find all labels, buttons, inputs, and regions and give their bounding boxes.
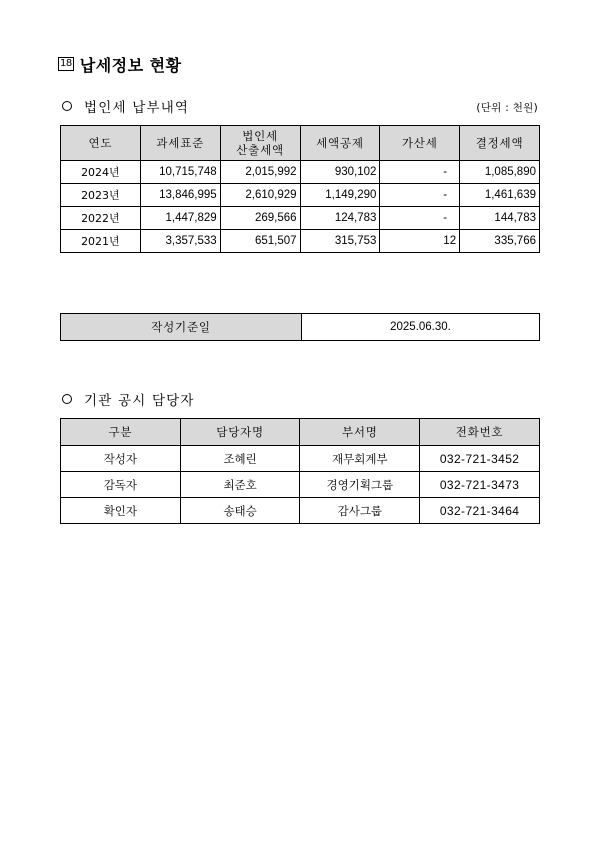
calculated-tax-cell: 2,015,992	[220, 161, 300, 184]
tax-subtitle: 법인세 납부내역	[84, 100, 190, 116]
unit-label: (단위 : 천원)	[476, 102, 538, 114]
header-tax-credit: 세액공제	[300, 126, 380, 161]
role-cell: 확인자	[61, 498, 181, 524]
header-calculated-tax: 법인세 산출세액	[220, 126, 300, 161]
phone-cell: 032-721-3473	[420, 472, 540, 498]
table-row	[61, 472, 540, 498]
table-header-row	[61, 419, 540, 446]
circle-bullet-icon	[62, 394, 72, 404]
table-row	[61, 498, 540, 524]
reference-date-table	[60, 313, 540, 341]
header-department: 부서명	[300, 419, 420, 446]
reference-date-value: 2025.06.30.	[302, 314, 540, 341]
reference-date-label: 작성기준일	[61, 314, 302, 341]
year-cell: 2022년	[61, 207, 141, 230]
role-cell: 작성자	[61, 446, 181, 472]
calculated-tax-cell: 2,610,929	[220, 184, 300, 207]
role-cell: 감독자	[61, 472, 181, 498]
header-contact-name: 담당자명	[180, 419, 300, 446]
section-title: 납세정보 현황	[79, 55, 182, 75]
contacts-subtitle: 기관 공시 담당자	[84, 393, 195, 409]
table-row	[61, 230, 540, 253]
table-row	[61, 161, 540, 184]
tax-payment-table	[60, 125, 540, 253]
final-tax-cell: 335,766	[460, 230, 540, 253]
calculated-tax-cell: 269,566	[220, 207, 300, 230]
tax-subtitle-row	[62, 96, 189, 116]
table-row	[61, 446, 540, 472]
tax-credit-cell: 315,753	[300, 230, 380, 253]
name-cell: 송태승	[180, 498, 300, 524]
penalty-tax-cell: -	[380, 161, 460, 184]
table-row	[61, 314, 540, 341]
circle-bullet-icon	[62, 101, 72, 111]
penalty-tax-cell: -	[380, 184, 460, 207]
name-cell: 조혜린	[180, 446, 300, 472]
name-cell: 최준호	[180, 472, 300, 498]
final-tax-cell: 1,085,890	[460, 161, 540, 184]
year-cell: 2023년	[61, 184, 141, 207]
section-heading	[58, 54, 182, 74]
header-year: 연도	[61, 126, 141, 161]
year-cell: 2021년	[61, 230, 141, 253]
contacts-subtitle-row	[62, 389, 195, 409]
phone-cell: 032-721-3464	[420, 498, 540, 524]
tax-base-cell: 3,357,533	[140, 230, 220, 253]
penalty-tax-cell: -	[380, 207, 460, 230]
header-penalty-tax: 가산세	[380, 126, 460, 161]
department-cell: 감사그룹	[300, 498, 420, 524]
table-row	[61, 184, 540, 207]
contacts-table	[60, 418, 540, 524]
tax-base-cell: 10,715,748	[140, 161, 220, 184]
section-number: 18	[60, 58, 72, 69]
department-cell: 경영기획그룹	[300, 472, 420, 498]
tax-base-cell: 1,447,829	[140, 207, 220, 230]
table-header-row	[61, 126, 540, 161]
calculated-tax-cell: 651,507	[220, 230, 300, 253]
tax-credit-cell: 930,102	[300, 161, 380, 184]
final-tax-cell: 144,783	[460, 207, 540, 230]
phone-cell: 032-721-3452	[420, 446, 540, 472]
table-row	[61, 207, 540, 230]
penalty-tax-cell: 12	[380, 230, 460, 253]
tax-base-cell: 13,846,995	[140, 184, 220, 207]
header-tax-base: 과세표준	[140, 126, 220, 161]
tax-credit-cell: 124,783	[300, 207, 380, 230]
header-final-tax: 결정세액	[460, 126, 540, 161]
header-phone: 전화번호	[420, 419, 540, 446]
final-tax-cell: 1,461,639	[460, 184, 540, 207]
year-cell: 2024년	[61, 161, 141, 184]
department-cell: 재무회계부	[300, 446, 420, 472]
header-category: 구분	[61, 419, 181, 446]
tax-credit-cell: 1,149,290	[300, 184, 380, 207]
